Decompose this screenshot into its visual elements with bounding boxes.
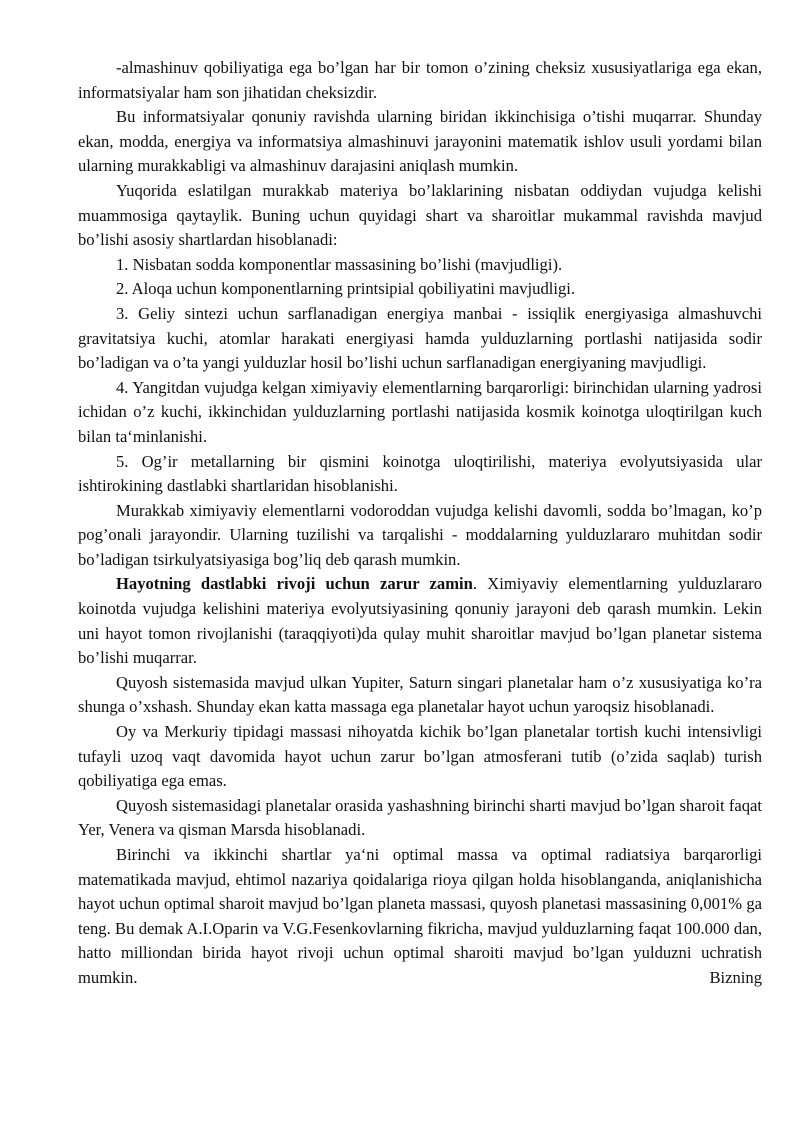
list-item: 5. Og’ir metallarning bir qismini koinotga uloqtirilishi, materiya evolyutsiyasida ular ishtirokining dastlabki shartlaridan hisoblanishi. [78,451,762,496]
paragraph-text: . Ximiyaviy elementlarning yulduzlararo koinotda vujudga kelishini materiya evolyutsiyasining qonuniy jarayoni deb qarash mumkin. Lekin uni hayot tomon rivojlanishi (taraqqiyoti)da qulay muhit sharoitlar mavjud bo’lgan planetar sistema bo’lishi muqarrar. [78,574,762,668]
paragraph: Quyosh sistemasida mavjud ulkan Yupiter, Saturn singari planetalar ham o’z xususiyatiga ko’ra shunga o’xshash. Shunday ekan katta massaga ega planetalar hayot uchun yaroqsiz hisoblanadi. [78,672,762,717]
paragraph: Murakkab ximiyaviy elementlarni vodoroddan vujudga kelishi davomli, sodda bo’lmagan, ko’p pog’onali jarayondir. Ularning tuzilishi va tarqalishi - moddalarning yulduzlararo muhitdan sodir bo’ladigan tsirkulyatsiyasiga bog’liq deb qarash mumkin. [78,500,762,569]
list-item: 2. Aloqa uchun komponentlarning printsipial qobiliyatini mavjudligi. [116,279,576,299]
paragraph: Oy va Merkuriy tipidagi massasi nihoyatda kichik bo’lgan planetalar tortish kuchi intensivligi tufayli uzoq vaqt davomida hayot uchun zarur bo’lgan atmosferani tutib (o’zida saqlab) turish qobiliyatiga ega emas. [78,722,762,791]
paragraph: Yuqorida eslatilgan murakkab materiya bo’laklarining nisbatan oddiydan vujudga kelishi muammosiga qaytaylik. Buning uchun quyidagi shart va sharoitlar mukammal ravishda mavjud bo’lishi asosiy shartlardan hisoblanadi: [78,180,762,250]
paragraph: Bu informatsiyalar qonuniy ravishda ularning biridan ikkinchisiga o’tishi muqarrar. Shunday ekan, modda, energiya va informatsiya almashinuvi jarayonini matematik ishlov usuli yordami bilan ularning murakkabligi va almashinuv darajasini aniqlash mumkin. [78,107,762,176]
paragraph: Quyosh sistemasidagi planetalar orasida yashashning birinchi sharti mavjud bo’lgan sharoit faqat Yer, Venera va qisman Marsda hisoblanadi. [78,795,762,840]
section-heading: Hayotning dastlabki rivoji uchun zarur zamin [116,574,473,594]
paragraph [78,572,762,670]
list-item: 4. Yangitdan vujudga kelgan ximiyaviy elementlarning barqarorligi: birinchidan ularning yadrosi ichidan o’z kuchi, ikkinchidan yulduzlarning portlashi natijasida kosmik koinotga uloqtirilgan kuch bilan ta‘minlanishi. [78,377,762,446]
paragraph: -almashinuv qobiliyatiga ega bo’lgan har bir tomon o’zining cheksiz xususiyatlariga ega ekan, informatsiyalar ham son jihatidan cheksizdir. [78,58,762,102]
document-page [78,56,762,991]
list-item: 1. Nisbatan sodda komponentlar massasining bo’lishi (mavjudligi). [116,254,563,274]
paragraph: Birinchi va ikkinchi shartlar ya‘ni optimal massa va optimal radiatsiya barqarorligi matematikada mavjud, ehtimol nazariya qoidalariga rioya qilgan holda hisoblanganda, aniqlanishicha hayot uchun optimal sharoit mavjud bo’lgan planeta massasi, quyosh planetasi massasining 0,001% ga teng. Bu demak A.I.Oparin va V.G.Fesenkovlarning fikricha, mavjud yulduzlarning faqat 100.000 dan, hatto milliondan birida hayot rivoji uchun optimal sharoiti mavjud bo’lgan yulduzni uchratish mumkin. Bizning [78,845,762,987]
list-item: 3. Geliy sintezi uchun sarflanadigan energiya manbai - issiqlik energiyasiga almashuvchi gravitatsiya kuchi, atomlar harakati energiyasi hamda yulduzlarning portlashi natijasida sodir bo’ladigan va o’ta yangi yulduzlar hosil bo’lishi uchun sarflanadigan energiyaning mavjudligi. [78,303,762,373]
